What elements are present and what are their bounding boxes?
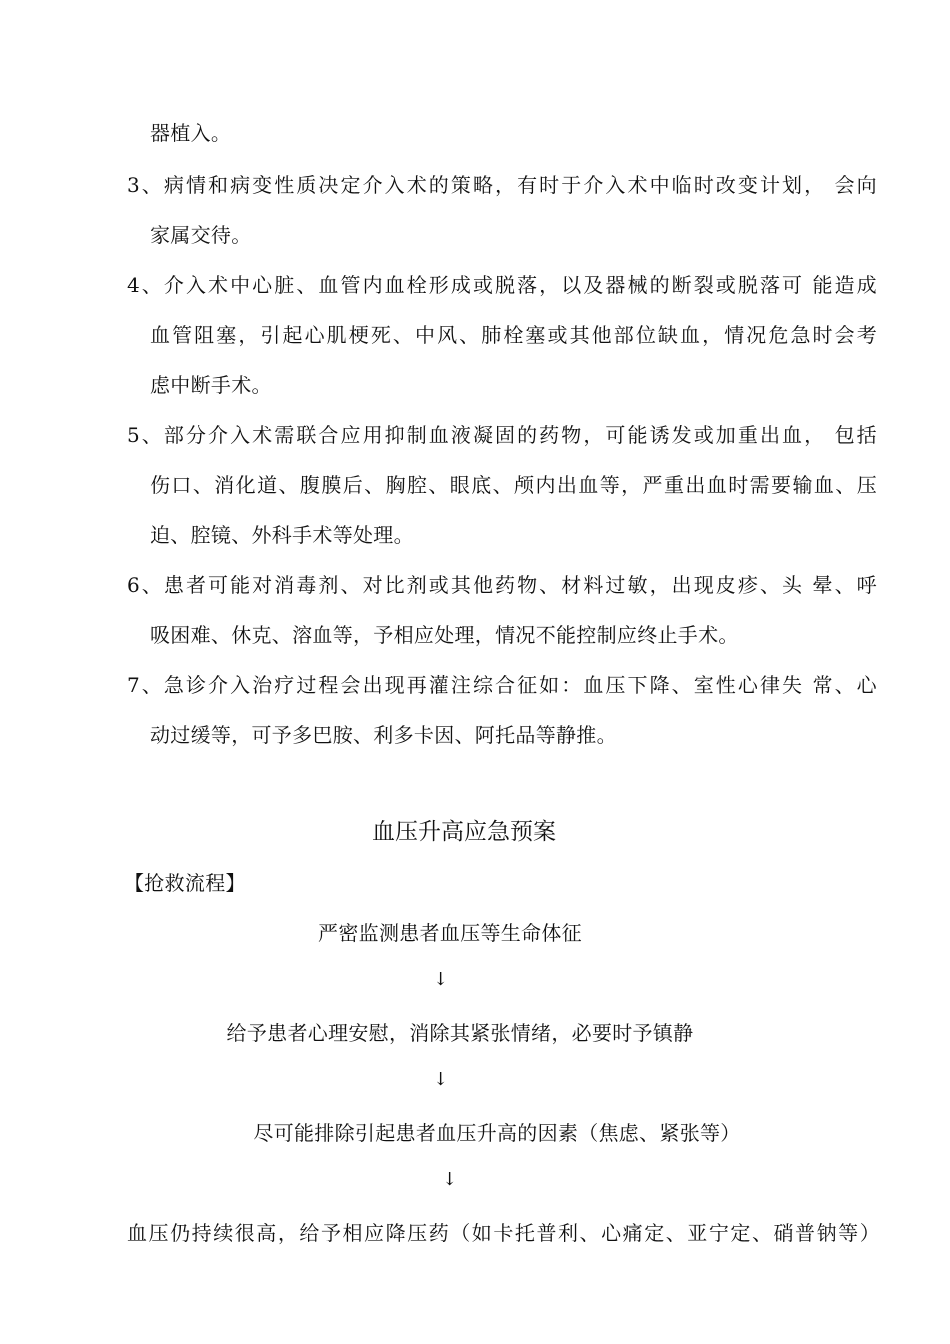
list-item-4-line-3: 虑中断手术。 [150,373,272,397]
list-item-3-line-2: 家属交待。 [150,223,252,247]
flow-arrow-3: ↓ [442,1169,458,1190]
list-item-4-line-1: 4、介入术中心脏、血管内血栓形成或脱落，以及器械的断裂或脱落可 能造成 [127,273,877,297]
list-item-7-line-1: 7、急诊介入治疗过程会出现再灌注综合征如：血压下降、室性心律失 常、心 [127,673,877,697]
flow-step-2: 给予患者心理安慰，消除其紧张情绪，必要时予镇静 [226,1021,694,1045]
list-item-5-line-2: 伤口、消化道、腹膜后、胸腔、眼底、颅内出血等，严重出血时需要输血、压 [150,473,877,497]
list-item-6-line-2: 吸困难、休克、溶血等，予相应处理，情况不能控制应终止手术。 [150,623,739,647]
list-item-3-line-1: 3、病情和病变性质决定介入术的策略，有时于介入术中临时改变计划， 会向 [127,173,877,197]
flow-arrow-1: ↓ [433,969,449,990]
list-item-5-line-3: 迫、腔镜、外科手术等处理。 [150,523,414,547]
list-item-7-line-2: 动过缓等，可予多巴胺、利多卡因、阿托品等静推。 [150,723,617,747]
flow-step-4: 血压仍持续很高，给予相应降压药（如卡托普利、心痛定、亚宁定、硝普钠等） [127,1221,880,1245]
flow-step-3: 尽可能排除引起患者血压升高的因素（焦虑、紧张等） [253,1121,741,1145]
flow-arrow-2: ↓ [433,1069,449,1090]
section-subheading: 【抢救流程】 [124,871,246,895]
list-item-4-line-2: 血管阻塞，引起心肌梗死、中风、肺栓塞或其他部位缺血，情况危急时会考 [150,323,877,347]
section-title: 血压升高应急预案 [372,819,556,845]
list-item-5-line-1: 5、部分介入术需联合应用抑制血液凝固的药物，可能诱发或加重出血， 包括 [127,423,877,447]
continued-text-line: 器植入。 [150,121,232,145]
flow-step-1: 严密监测患者血压等生命体征 [318,921,582,945]
list-item-6-line-1: 6、患者可能对消毒剂、对比剂或其他药物、材料过敏，出现皮疹、头 晕、呼 [127,573,877,597]
